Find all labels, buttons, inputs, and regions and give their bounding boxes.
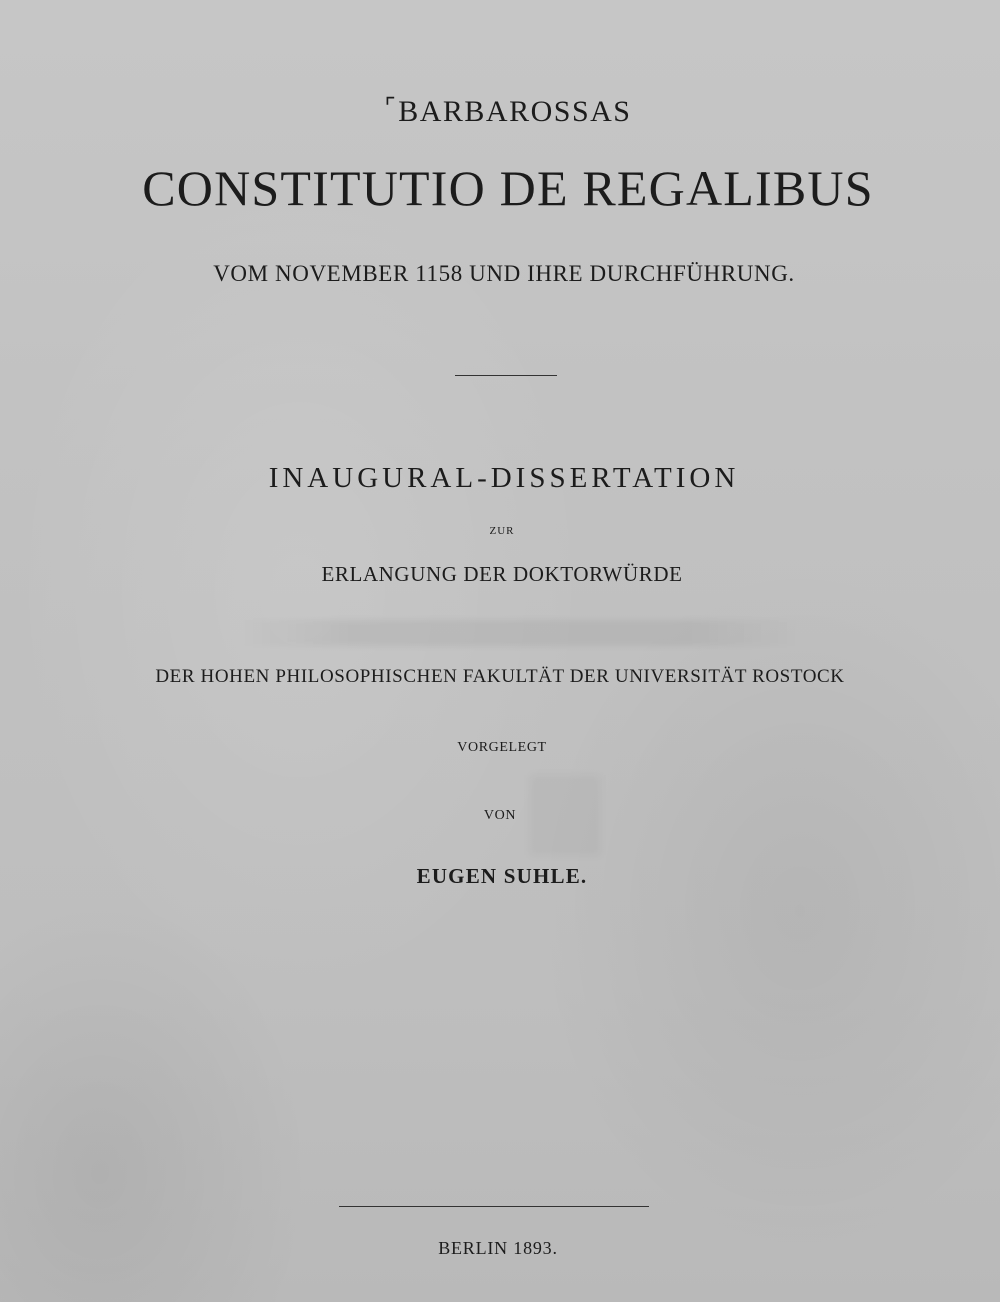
purpose-text: ERLANGUNG DER DOKTORWÜRDE <box>321 562 683 586</box>
zur-text: ZUR <box>489 525 515 537</box>
imprint-place-year: BERLIN 1893. <box>438 1238 558 1258</box>
dissertation-heading: INAUGURAL-DISSERTATION <box>268 462 740 494</box>
corner-bracket-mark: ⌜ <box>384 95 398 121</box>
short-divider-rule <box>455 375 557 376</box>
subtitle: VOM NOVEMBER 1158 UND IHRE DURCHFÜHRUNG. <box>213 261 795 286</box>
by-text: VON <box>483 808 517 823</box>
bleed-through-shadow <box>240 620 800 646</box>
title-barbarossas: BARBAROSSAS <box>398 95 632 128</box>
submitted-text: VORGELEGT <box>457 740 547 755</box>
faculty-text: DER HOHEN PHILOSOPHISCHEN FAKULTÄT DER UNIVERSITÄT ROSTOCK <box>155 666 845 687</box>
author-name: EUGEN SUHLE. <box>416 864 588 888</box>
imprint-divider-rule <box>339 1206 649 1207</box>
main-title: CONSTITUTIO DE REGALIBUS <box>142 160 874 216</box>
title-line-1 <box>8 96 1000 127</box>
